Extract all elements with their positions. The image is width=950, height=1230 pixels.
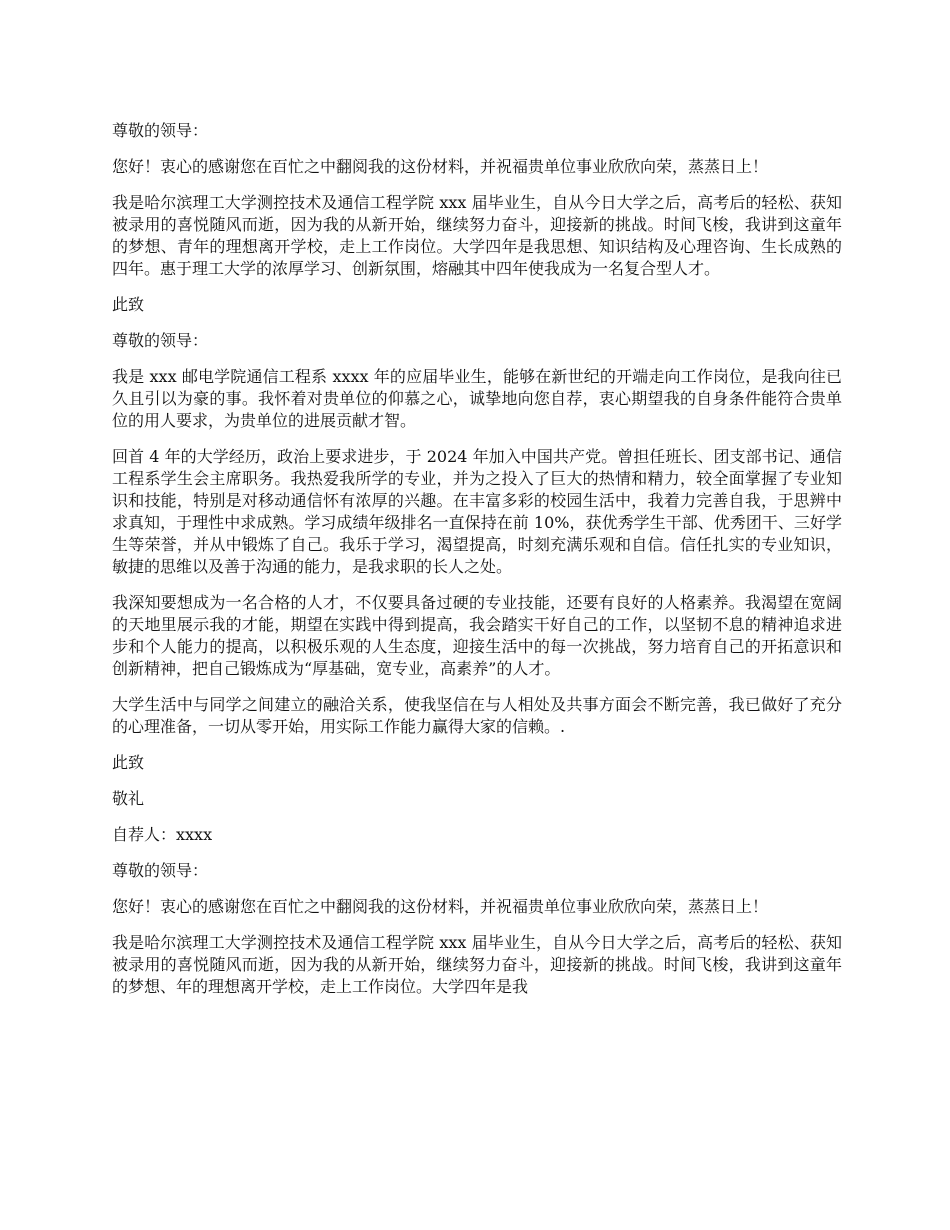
closing-line: 此致 [112,753,145,772]
salutation: 尊敬的领导： [112,121,209,140]
greeting-paragraph: 您好！衷心的感谢您在百忙之中翻阅我的这份材料，并祝福贵单位事业欣欣向荣，蒸蒸日上！ [112,157,769,176]
document-page [112,120,842,1012]
body-paragraph: 我是哈尔滨理工大学测控技术及通信工程学院 xxx 届毕业生，自从今日大学之后，高考后的轻松、获知被录用的喜悦随风而逝，因为我的从新开始，继续努力奋斗，迎接新的挑战。时间飞梭，我讲到这童年的梦想、青年的理想离开学校，走上工作岗位。大学四年是我思想、知识结构及心理咨询、生长成熟的四年。惠于理工大学的浓厚学习、创新氛围，熔融其中四年使我成为一名复合型人才。 [112,193,842,278]
salutation: 尊敬的领导： [112,861,209,880]
body-paragraph: 回首 4 年的大学经历，政治上要求进步，于 2024 年加入中国共产党。曾担任班长、团支部书记、通信工程系学生会主席职务。我热爱我所学的专业，并为之投入了巨大的热情和精力，较全面掌握了专业知识和技能，特别是对移动通信怀有浓厚的兴趣。在丰富多彩的校园生活中，我着力完善自我，于思辨中求真知，于理性中求成熟。学习成绩年级排名一直保持在前 10%，获优秀学生干部、优秀团干、三好学生等荣誉，并从中锻炼了自己。我乐于学习，渴望提高，时刻充满乐观和自信。信任扎实的专业知识，敏捷的思维以及善于沟通的能力，是我求职的长人之处。 [112,447,842,576]
body-paragraph: 我是 xxx 邮电学院通信工程系 xxxx 年的应届毕业生，能够在新世纪的开端走向工作岗位，是我向往已久且引以为豪的事。我怀着对贵单位的仰慕之心，诚挚地向您自荐，衷心期望我的自身条件能符合贵单位的用人要求，为贵单位的进展贡献才智。 [112,367,842,430]
closing-line: 此致 [112,295,145,314]
greeting-paragraph: 您好！衷心的感谢您在百忙之中翻阅我的这份材料，并祝福贵单位事业欣欣向荣，蒸蒸日上！ [112,897,769,916]
body-paragraph: 大学生活中与同学之间建立的融洽关系，使我坚信在与人相处及共事方面会不断完善，我已做好了充分的心理准备，一切从零开始，用实际工作能力赢得大家的信赖。. [112,695,842,736]
salutation: 尊敬的领导： [112,331,209,350]
closing-regards: 敬礼 [112,789,145,808]
body-paragraph: 我深知要想成为一名合格的人才，不仅要具备过硬的专业技能，还要有良好的人格素养。我渴望在宽阔的天地里展示我的才能，期望在实践中得到提高，我会踏实干好自己的工作，以坚韧不息的精神追求进步和个人能力的提高，以积极乐观的人生态度，迎接生活中的每一次挑战，努力培育自己的开拓意识和创新精神，把自己锻炼成为“厚基础，宽专业，高素养”的人才。 [112,593,842,678]
signature-line: 自荐人：xxxx [112,825,213,844]
body-paragraph: 我是哈尔滨理工大学测控技术及通信工程学院 xxx 届毕业生，自从今日大学之后，高考后的轻松、获知被录用的喜悦随风而逝，因为我的从新开始，继续努力奋斗，迎接新的挑战。时间飞梭，我讲到这童年的梦想、年的理想离开学校，走上工作岗位。大学四年是我 [112,933,842,996]
